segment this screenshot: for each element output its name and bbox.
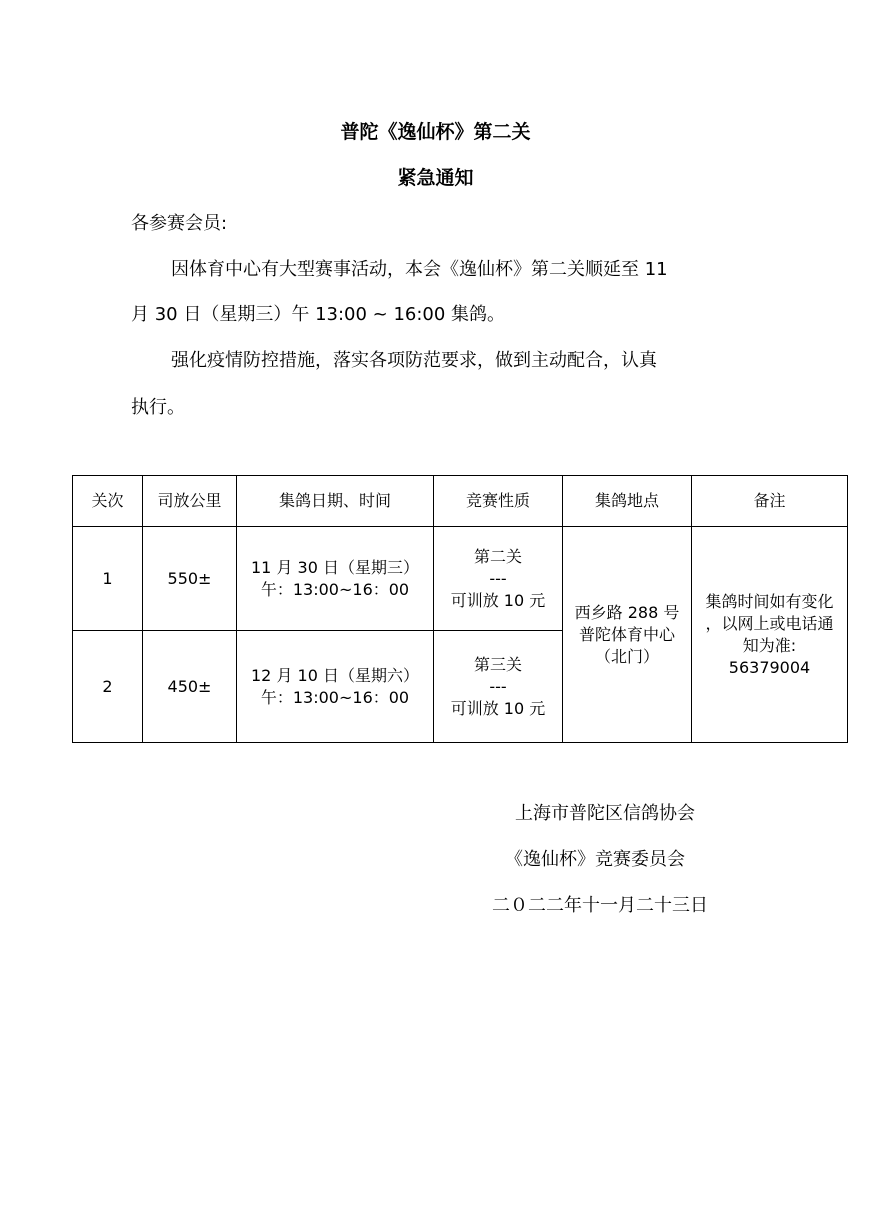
table-row <box>73 527 848 631</box>
schedule-table <box>72 475 848 743</box>
document-title: 普陀《逸仙杯》第二关 <box>340 121 531 143</box>
nature-cell <box>434 527 563 631</box>
date-time-cell <box>237 527 434 631</box>
note-line: ，以网上或电话通 <box>705 613 834 633</box>
location-address: 西乡路 288 号 <box>574 602 680 622</box>
salutation: 各参赛会员: <box>131 213 228 234</box>
location-venue: 普陀体育中心 <box>578 624 675 644</box>
note-phone: 56379004 <box>728 657 811 677</box>
header-distance: 司放公里 <box>143 476 237 527</box>
note-line: 集鸽时间如有变化 <box>705 591 834 611</box>
nature-stage-line: 第二关 <box>473 546 522 566</box>
distance-cell: 450± <box>143 631 237 743</box>
paragraph-2-line-2: 执行。 <box>131 397 185 418</box>
stage-cell: 1 <box>73 527 143 631</box>
signature-org: 上海市普陀区信鸽协会 <box>515 803 695 824</box>
header-location: 集鸽地点 <box>563 476 692 527</box>
header-stage: 关次 <box>73 476 143 527</box>
nature-stage-line: 第三关 <box>473 654 522 674</box>
table-header-row <box>73 476 848 527</box>
nature-fee-line: 可训放 10 元 <box>450 698 546 718</box>
distance-cell: 550± <box>143 527 237 631</box>
nature-separator: --- <box>489 568 507 588</box>
location-cell <box>563 527 692 743</box>
date-time-cell <box>237 631 434 743</box>
signature-date: 二０二二年十一月二十三日 <box>492 895 708 916</box>
paragraph-2-line-1: 强化疫情防控措施，落实各项防范要求，做到主动配合，认真 <box>171 350 657 371</box>
stage-cell: 2 <box>73 631 143 743</box>
date-line: 11 月 30 日（星期三） <box>251 557 419 577</box>
nature-cell <box>434 631 563 743</box>
document-subtitle: 紧急通知 <box>397 167 474 189</box>
nature-separator: --- <box>489 676 507 696</box>
location-gate: （北门） <box>594 646 659 666</box>
date-line: 12 月 10 日（星期六） <box>251 665 419 685</box>
header-nature: 竞赛性质 <box>434 476 563 527</box>
header-date-time: 集鸽日期、时间 <box>237 476 434 527</box>
note-cell <box>692 527 848 743</box>
nature-fee-line: 可训放 10 元 <box>450 590 546 610</box>
signature-committee: 《逸仙杯》竞赛委员会 <box>505 849 685 870</box>
time-line: 午：13:00~16：00 <box>260 687 410 707</box>
paragraph-1-line-2: 月 30 日（星期三）午 13:00 ~ 16:00 集鸽。 <box>131 304 506 325</box>
time-line: 午：13:00~16：00 <box>260 579 410 599</box>
header-note: 备注 <box>692 476 848 527</box>
paragraph-1-line-1: 因体育中心有大型赛事活动，本会《逸仙杯》第二关顺延至 11 <box>171 259 668 280</box>
note-line: 知为准: <box>742 635 797 655</box>
